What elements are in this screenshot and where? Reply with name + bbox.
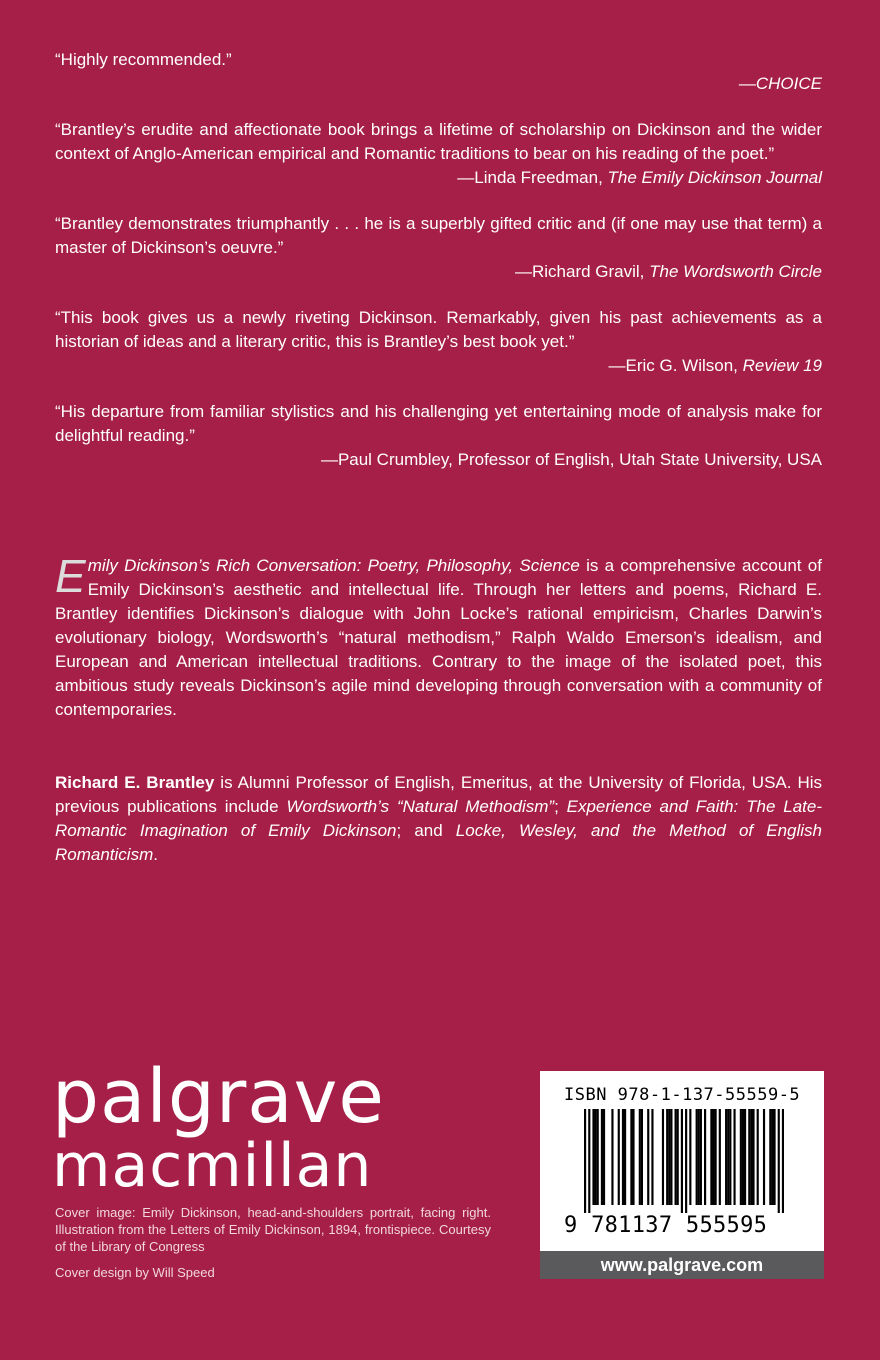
barcode-bar <box>618 1109 620 1205</box>
barcode-bar <box>670 1109 672 1205</box>
barcode-bar <box>603 1109 605 1205</box>
barcode-bar <box>622 1109 624 1205</box>
barcode-bar <box>727 1109 729 1205</box>
barcode-bar <box>666 1109 668 1205</box>
quote-source <box>55 354 822 378</box>
review-quote <box>55 118 822 190</box>
quote-source-name: Linda Freedman, <box>474 168 608 187</box>
cover-credits <box>55 1204 491 1281</box>
barcode-bar <box>592 1109 594 1205</box>
barcode-bar <box>597 1109 599 1205</box>
barcode-bar <box>744 1109 746 1205</box>
barcode-bar <box>757 1109 759 1205</box>
logo-palgrave: palgrave <box>52 1054 385 1140</box>
quote-source-name: Richard Gravil, <box>531 262 650 281</box>
quote-dash: — <box>514 262 532 281</box>
quote-publication: The Wordsworth Circle <box>649 262 822 281</box>
barcode-bar <box>677 1109 679 1205</box>
quote-source <box>55 166 822 190</box>
book-description <box>55 550 822 722</box>
barcode-bar <box>611 1109 613 1205</box>
bio-text: is Alumni Professor of English, Emeritus, at the University of Florida, USA. His previous publications include <box>55 773 822 816</box>
author-name: Richard E. Brantley <box>55 773 215 792</box>
quote-text: “His departure from familiar stylistics and his challenging yet entertaining mode of analysis make for delightful reading.” <box>55 402 822 445</box>
barcode-bar <box>639 1109 641 1205</box>
barcode-bar <box>662 1109 664 1205</box>
barcode-bar <box>752 1109 754 1205</box>
barcode-bar <box>632 1109 634 1205</box>
barcode-bar <box>750 1109 752 1205</box>
barcode-bar <box>715 1109 717 1205</box>
bio-end: . <box>153 845 158 864</box>
quote-text: “Brantley demonstrates triumphantly . . . he is a superbly gifted critic and (if one may use that term) a master of Dickinson’s oeuvre.” <box>55 214 822 257</box>
cover-design-credit: Cover design by Will Speed <box>55 1265 215 1280</box>
author-bio <box>55 771 822 867</box>
book-title: mily Dickinson’s Rich Conversation: Poetry, Philosophy, Science <box>87 556 580 575</box>
barcode-bar <box>778 1109 780 1213</box>
barcode-bar <box>601 1109 603 1205</box>
quote-source-name: Paul Crumbley, Professor of English, Utah State University, USA <box>337 450 822 469</box>
quote-dash: — <box>738 74 756 93</box>
quote-publication: The Emily Dickinson Journal <box>607 168 822 187</box>
review-quote <box>55 48 822 96</box>
quote-dash: — <box>608 356 626 375</box>
logo-macmillan: macmillan <box>52 1131 373 1201</box>
barcode-bar <box>769 1109 771 1205</box>
barcode-bar <box>725 1109 727 1205</box>
barcode-bar <box>771 1109 773 1205</box>
barcode-bar <box>763 1109 765 1205</box>
isbn-label: ISBN 978-1-137-55559-5 <box>564 1085 801 1105</box>
barcode-bar <box>700 1109 702 1205</box>
publication-title: Experience and Faith: The Late-Romantic Imagination of Emily Dickinson <box>55 797 822 840</box>
quote-publication: CHOICE <box>755 74 822 93</box>
publication-title: Wordsworth’s “Natural Methodism” <box>286 797 555 816</box>
barcode-bar <box>710 1109 712 1205</box>
publisher-logo <box>52 1054 385 1201</box>
quote-source <box>55 448 822 472</box>
barcode-bar <box>584 1109 586 1213</box>
bio-separator: ; and <box>396 821 456 840</box>
barcode-bar <box>773 1109 775 1205</box>
barcode-bar <box>641 1109 643 1205</box>
barcode-bar <box>729 1109 731 1205</box>
description-body: is a comprehensive account of Emily Dickinson’s aesthetic and intellectual life. Through her letters and poems, Richard E. Brantley identifies Dickinson’s dialogue with John Locke’s rational empiricism, Charles Darwin’s evolutionary biology, Wordsworth’s “natural methodism,” Ralph Waldo Emerson’s idealism, and European and American intellectual traditions. Contrary to the image of the isolated poet, this ambitious study reveals Dickinson’s agile mind developing through conversation with a community of contemporaries. <box>55 556 822 719</box>
quote-text: “This book gives us a newly riveting Dickinson. Remarkably, given his past achievements as a historian of ideas and a literary critic, this is Brantley’s best book yet.” <box>55 308 822 351</box>
barcode-bar <box>630 1109 632 1205</box>
barcode-bar <box>748 1109 750 1205</box>
quote-dash: — <box>320 450 338 469</box>
quote-dash: — <box>457 168 475 187</box>
quote-source <box>55 260 822 284</box>
barcode-bar <box>685 1109 687 1213</box>
drop-cap: E <box>55 550 86 602</box>
barcode-bar <box>782 1109 784 1213</box>
barcode-bar <box>689 1109 691 1205</box>
cover-image-credit: Cover image: Emily Dickinson, head-and-shoulders portrait, facing right. Illustration from the Letters of Emily Dickinson, 1894, frontispiece. Courtesy of the Library of Congress <box>55 1205 491 1254</box>
barcode-digits: 9 781137 555595 <box>564 1213 768 1238</box>
barcode-bar <box>712 1109 714 1205</box>
barcode-bar <box>698 1109 700 1205</box>
review-quote <box>55 212 822 284</box>
review-quote <box>55 400 822 472</box>
quote-text: “Brantley’s erudite and affectionate book brings a lifetime of scholarship on Dickinson and the wider context of Anglo-American empirical and Romantic traditions to bear on his reading of the poet.” <box>55 120 822 163</box>
quote-source-name: Eric G. Wilson, <box>625 356 743 375</box>
isbn-barcode <box>540 1071 824 1251</box>
barcode-bar <box>704 1109 706 1205</box>
barcode-bar <box>588 1109 590 1213</box>
barcode-bar <box>742 1109 744 1205</box>
publisher-website: www.palgrave.com <box>540 1251 824 1279</box>
barcode-bar <box>740 1109 742 1205</box>
quote-source <box>55 72 822 96</box>
review-quote <box>55 306 822 378</box>
barcode-bars <box>584 1109 784 1213</box>
barcode-bar <box>696 1109 698 1205</box>
barcode-bar <box>733 1109 735 1205</box>
barcode-bar <box>651 1109 653 1205</box>
barcode-bar <box>647 1109 649 1205</box>
review-quotes <box>55 48 822 472</box>
barcode-bar <box>624 1109 626 1205</box>
publication-title: Locke, Wesley, and the Method of English Romanticism <box>55 821 822 864</box>
barcode-bar <box>595 1109 597 1205</box>
barcode-bar <box>681 1109 683 1213</box>
quote-text: “Highly recommended.” <box>55 50 232 69</box>
barcode-bar <box>668 1109 670 1205</box>
quote-publication: Review 19 <box>742 356 822 375</box>
barcode-bar <box>675 1109 677 1205</box>
bio-separator: ; <box>554 797 567 816</box>
barcode-bar <box>719 1109 721 1205</box>
